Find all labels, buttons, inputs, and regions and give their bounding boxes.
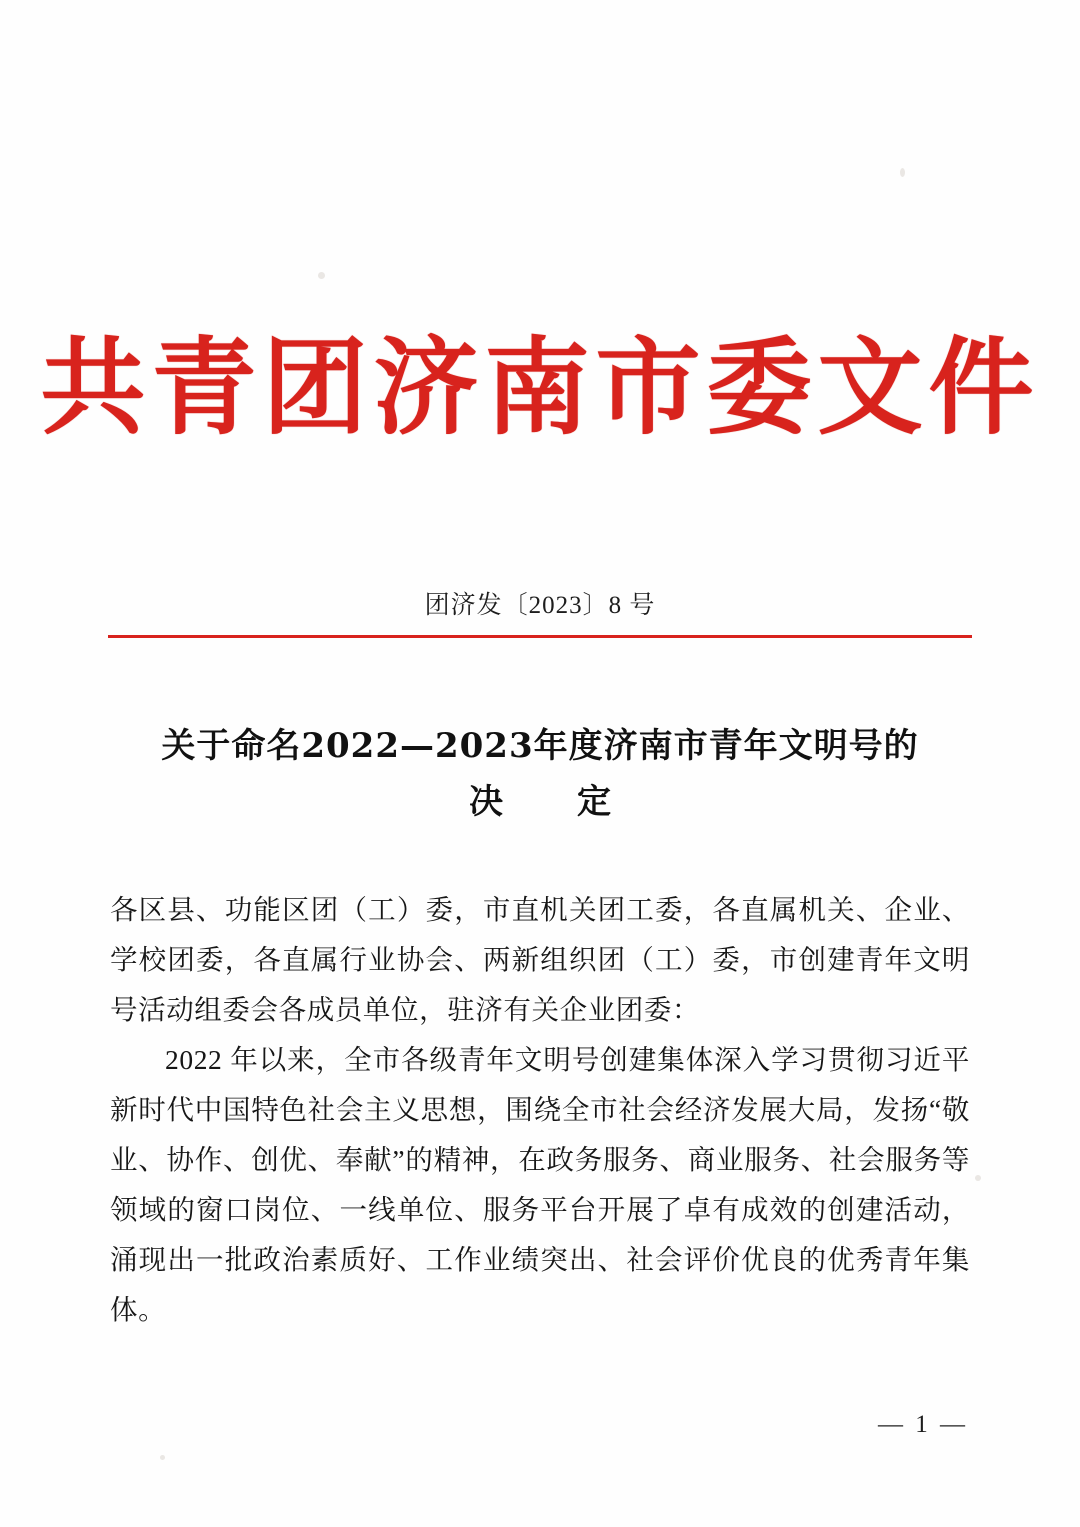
page-title [108,718,972,830]
paper-speckle [900,168,905,177]
document-masthead-title: 共青团济南市委文件 [40,325,1040,449]
red-divider-rule [108,635,972,638]
page-title-line-2: 决 定 [469,782,631,823]
paper-speckle [318,272,325,279]
document-number: 团济发〔2023〕8 号 [424,592,656,619]
addressee-paragraph: 各区县、功能区团（工）委，市直机关团工委，各直属机关、企业、学校团委，各直属行业协会、两新组织团（工）委，市创建青年文明号活动组委会各成员单位，驻济有关企业团委： [110,894,970,1025]
page-title-line-1: 关于命名2022—2023年度济南市青年文明号的 [161,726,919,766]
paper-speckle [160,1455,165,1460]
body-paragraph-1: 2022 年以来，全市各级青年文明号创建集体深入学习贯彻习近平新时代中国特色社会主义思想，围绕全市社会经济发展大局，发扬“敬业、协作、创优、奉献”的精神，在政务服务、商业服务、社会服务等领域的窗口岗位、一线单位、服务平台开展了卓有成效的创建活动，涌现出一批政治素质好、工作业绩突出、社会评价优良的优秀青年集体。 [110,1044,970,1325]
paper-speckle [975,1175,981,1181]
document-body [110,885,970,1335]
page-number: — 1 — [878,1411,968,1438]
